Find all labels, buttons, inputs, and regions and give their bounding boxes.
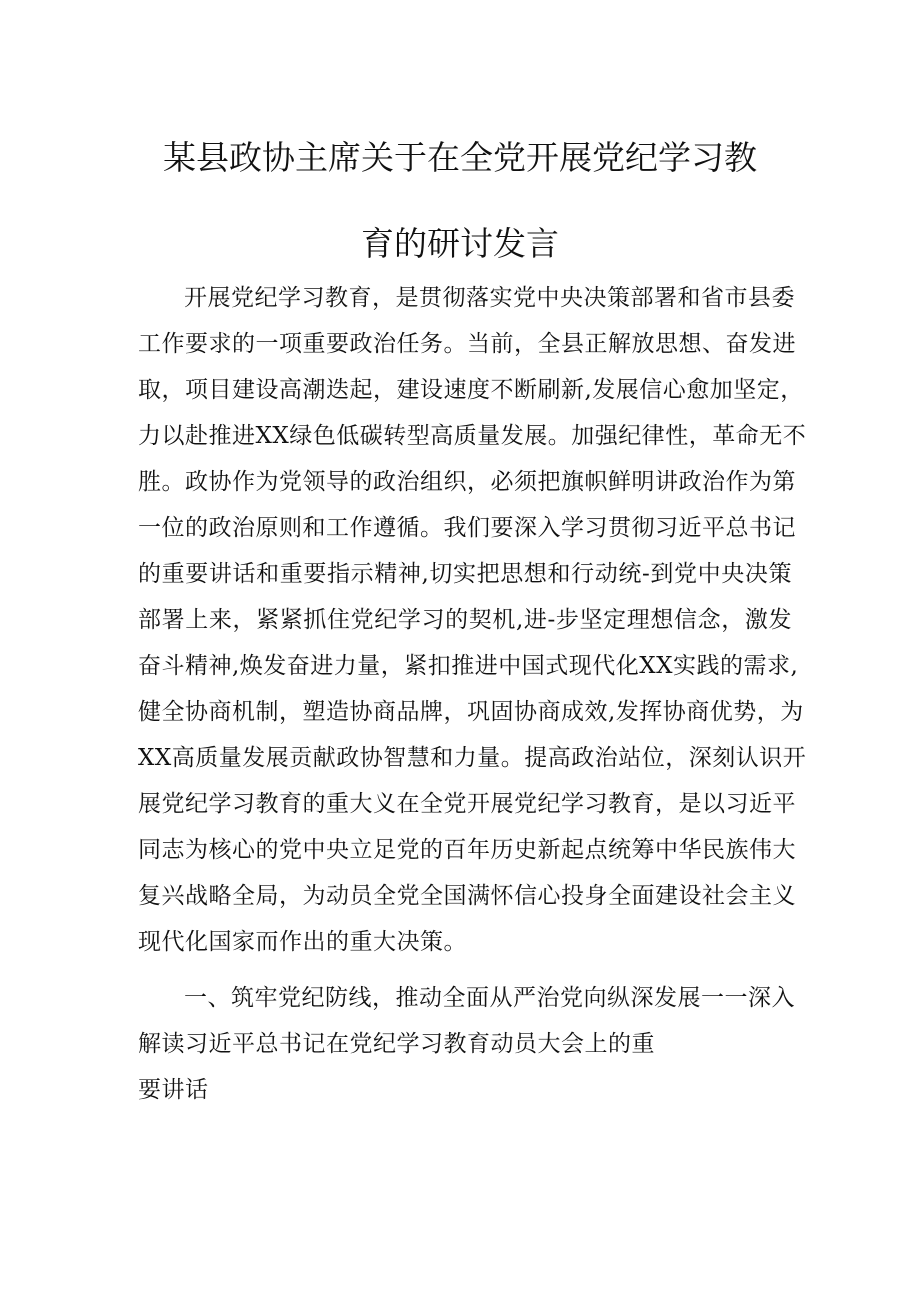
paragraph-line: 的重要讲话和重要指示精神,切实把思想和行动统-到党中央决策 bbox=[138, 561, 792, 587]
document-title-line-2: 育的研讨发言 bbox=[361, 224, 559, 263]
section-heading-line: 解读习近平总书记在党纪学习教育动员大会上的重 bbox=[138, 1031, 655, 1057]
paragraph-line: 健全协商机制，塑造协商品牌，巩固协商成效,发挥协商优势，为 bbox=[138, 699, 804, 725]
paragraph-line: 取，项目建设高潮迭起，建设速度不断刷新,发展信心愈加坚定， bbox=[138, 377, 804, 403]
section-heading-line: 要讲话 bbox=[138, 1077, 209, 1103]
paragraph-line: 一位的政治原则和工作遵循。我们要深入学习贯彻习近平总书记 bbox=[138, 515, 796, 541]
paragraph-line: 力以赴推进XX绿色低碳转型高质量发展。加强纪律性，革命无不 bbox=[138, 423, 807, 449]
paragraph-line: 奋斗精神,焕发奋进力量，紧扣推进中国式现代化XX实践的需求, bbox=[138, 653, 799, 679]
section-heading-line: 一、筑牢党纪防线，推动全面从严治党向纵深发展一一深入 bbox=[184, 985, 795, 1011]
paragraph-line: XX高质量发展贡献政协智慧和力量。提高政治站位，深刻认识开 bbox=[138, 745, 807, 771]
paragraph-line: 展党纪学习教育的重大义在全党开展党纪学习教育，是以习近平 bbox=[138, 791, 796, 817]
document-title-line-1: 某县政协主席关于在全党开展党纪学习教 bbox=[163, 138, 757, 177]
paragraph-line: 部署上来，紧紧抓住党纪学习的契机,进-步坚定理想信念，激发 bbox=[138, 607, 792, 633]
paragraph-line: 工作要求的一项重要政治任务。当前，全县正解放思想、奋发进 bbox=[138, 331, 796, 357]
paragraph-line: 开展党纪学习教育，是贯彻落实党中央决策部署和省市县委 bbox=[184, 285, 795, 311]
paragraph-line: 同志为核心的党中央立足党的百年历史新起点统筹中华民族伟大 bbox=[138, 837, 796, 863]
paragraph-line: 现代化国家而作出的重大决策。 bbox=[138, 929, 467, 955]
paragraph-line: 复兴战略全局，为动员全党全国满怀信心投身全面建设社会主义 bbox=[138, 883, 796, 909]
paragraph-line: 胜。政协作为党领导的政治组织，必须把旗帜鲜明讲政治作为第 bbox=[138, 469, 796, 495]
